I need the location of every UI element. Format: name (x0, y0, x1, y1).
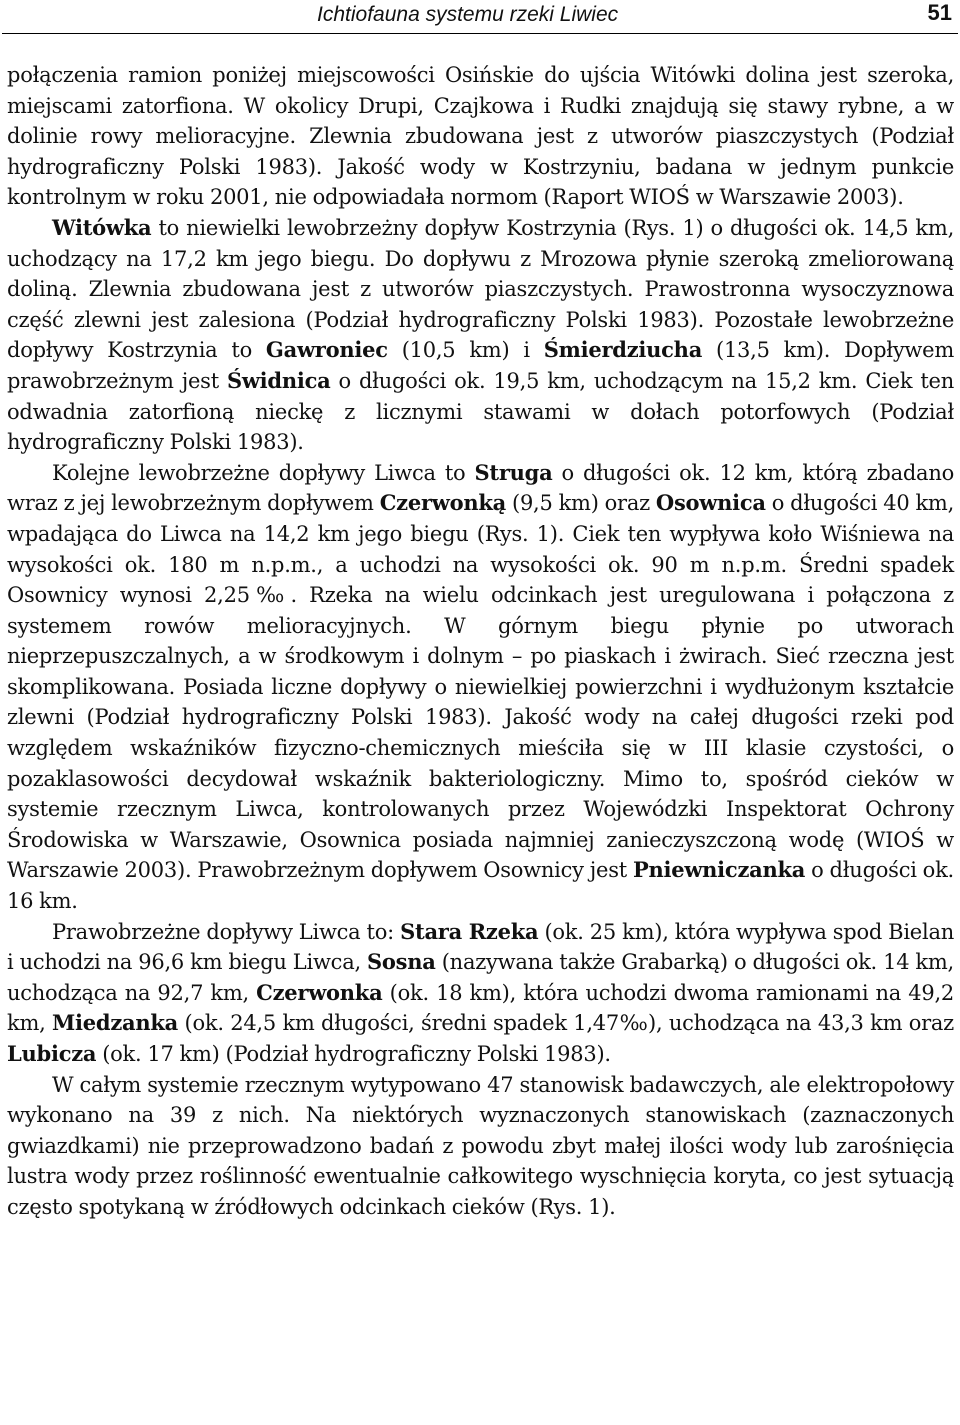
text-run: (nazywana także Grabarką) o długości ok. 14 km, uchodząca na 92,7 km, (7, 950, 954, 1005)
page-number: 51 (927, 0, 952, 25)
text-run: (ok. 25 km), która wypływa spod Bielan i uchodzi na 96,6 km biegu Liwca, (7, 919, 954, 975)
text-run: (ok. 18 km), która uchodzi dwoma ramionami na 49,2 km, (7, 980, 954, 1036)
text-run: połączenia ramion poniżej miejscowości Osińskie do ujścia Witówki dolina jest szeroka, miejscami zatorfiona. W okolicy Drupi, Czajkowa i Rudki znajdują się stawy rybne, a w dolinie rowy melioracyjne. Zlewnia zbudowana jest z utworów piaszczystych (Podział hydrograficzny Polski 1983). Jakość wody w Kostrzyniu, badana w jednym punkcie kontrolnym w roku 2001, nie odpowiadała normom (Raport WIOŚ w Warszawie 2003). (7, 63, 954, 210)
river-name-czerwonka-struga: Czerwonką (379, 490, 507, 516)
river-name-swidnica: Świdnica (226, 367, 331, 393)
text-run: o długości ok. 12 km, którą zbadano wraz z jej lewobrzeżnym dopływem (7, 460, 954, 516)
river-name-stara-rzeka: Stara Rzeka (400, 918, 539, 944)
river-name-osownica: Osownica (655, 490, 766, 516)
text-run: Kolejne lewobrzeżne dopływy Liwca to (52, 460, 475, 485)
river-name-gawroniec: Gawroniec (265, 337, 388, 363)
river-name-witowka: Witówka (52, 214, 152, 240)
river-name-czerwonka: Czerwonka (256, 979, 383, 1005)
text-run: (9,5 km) oraz (506, 491, 656, 516)
body-text (7, 60, 954, 1223)
river-name-lubicza: Lubicza (7, 1041, 97, 1066)
text-run: W całym systemie rzecznym wytypowano 47 stanowisk badawczych, ale elektropołowy wykonano na 39 z nich. Na niektórych wyznaczonych stanowiskach (zaznaczonych gwiazdkami) nie przeprowadzono badań z powodu zbyt małej ilości wody lub zarośnięcia lustra wody przez roślinność ewentualnie całkowitego wyschnięcia koryta, co jest sytuacją często spotykaną w źródłowych odcinkach cieków (Rys. 1). (7, 1072, 954, 1219)
river-name-miedzanka: Miedzanka (52, 1010, 179, 1036)
text-run: to niewielki lewobrzeżny dopływ Kostrzynia (Rys. 1) o długości ok. 14,5 km, uchodzący na 17,2 km jego biegu. Do dopływu z Mrozowa płynie szeroką zmeliorowaną doliną. Zlewnia zbudowana jest z utworów piaszczystych. Prawostronna wysoczyznowa część zlewni jest zalesiona (Podział hydrograficzny Polski 1983). Pozostałe lewobrzeżne dopływy Kostrzynia to (7, 215, 954, 363)
text-run: o długości ok. 16 km. (7, 858, 954, 914)
river-name-sosna: Sosna (367, 949, 436, 975)
river-name-struga: Struga (474, 459, 553, 485)
paragraph-3 (7, 458, 954, 917)
header-divider (2, 33, 958, 34)
running-title: Ichtiofauna systemu rzeki Liwiec (317, 3, 619, 26)
text-run: Prawobrzeżne dopływy Liwca to: (52, 919, 401, 944)
text-run: (ok. 17 km) (Podział hydrograficzny Polski 1983). (96, 1042, 611, 1066)
paragraph-1 (7, 60, 954, 213)
running-header (0, 0, 960, 36)
paragraph-2 (7, 213, 954, 458)
paragraph-4 (7, 917, 954, 1070)
text-run: (ok. 24,5 km długości, średni spadek 1,47‰), uchodząca na 43,3 km oraz (178, 1011, 954, 1036)
river-name-smierdziucha: Śmierdziucha (543, 337, 703, 363)
river-name-pniewniczanka: Pniewniczanka (632, 857, 806, 883)
text-run: o długości 40 km, wpadająca do Liwca na 14,2 km jego biegu (Rys. 1). Ciek ten wypływa koło Wiśniewa na wysokości ok. 180 m n.p.m., a uchodzi na wysokości ok. 90 m n.p.m. Średni spadek Osownicy wynosi 2,25‰. Rzeka na wielu odcinkach jest uregulowana i połączona z systemem rowów melioracyjnych. W górnym biegu płynie po utworach nieprzepuszczalnych, a w środkowym i dolnym – po piaskach i żwirach. Sieć rzeczna jest skomplikowana. Posiada liczne dopływy o niewielkiej powierzchni i wydłużonym kształcie zlewni (Podział hydrograficzny Polski 1983). Jakość wody na całej długości rzeki pod względem wskaźników fizyczno-chemicznych mieściła się w III klasie czystości, o pozaklasowości decydował wskaźnik bakteriologiczny. Mimo to, spośród cieków w systemie rzecznym Liwca, kontrolowanych przez Wojewódzki Inspektorat Ochrony Środowiska w Warszawie, Osownica posiada najmniej zanieczyszczoną wodę (WIOŚ w Warszawie 2003). Prawobrzeżnym dopływem Osownicy jest (7, 491, 955, 883)
text-run: o długości ok. 19,5 km, uchodzącym na 15,2 km. Ciek ten odwadnia zatorfioną nieckę z licznymi stawami w dołach potorfowych (Podział hydrograficzny Polski 1983). (7, 368, 954, 455)
text-run: (13,5 km). Dopływem prawobrzeżnym jest (7, 338, 954, 393)
paragraph-5 (7, 1070, 954, 1223)
text-run: (10,5 km) i (387, 338, 544, 363)
